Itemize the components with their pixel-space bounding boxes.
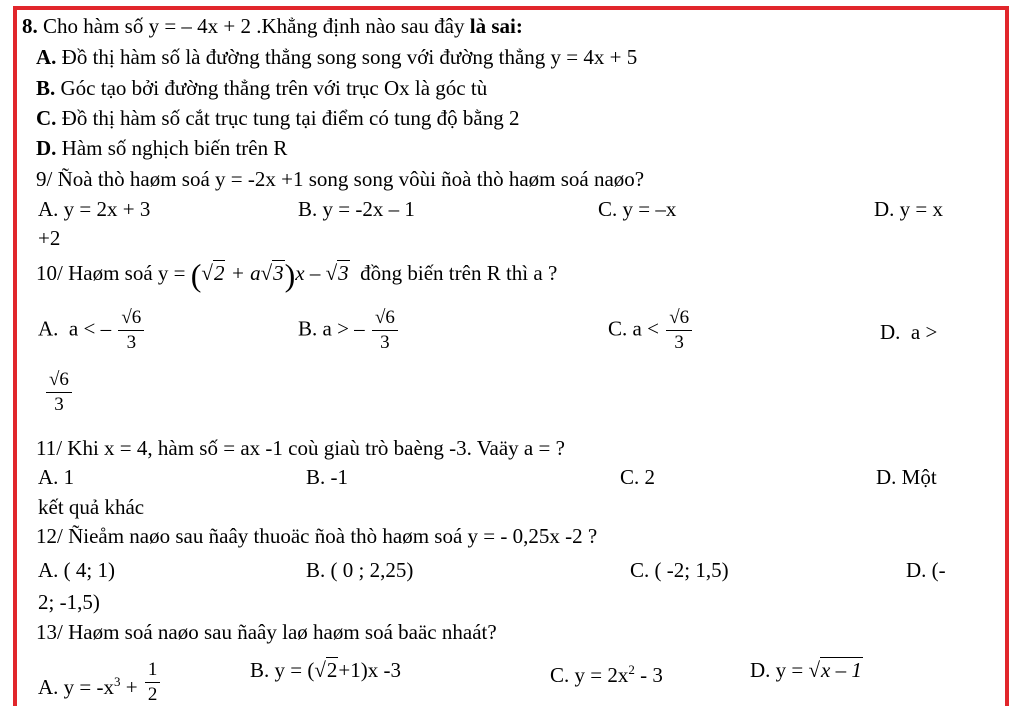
option-label: A.	[38, 316, 59, 341]
q10-option-c	[608, 306, 694, 355]
frac-num: 1	[145, 658, 161, 683]
q13-option-b: B. y = (√2+1)x -3	[250, 658, 401, 682]
option-text-end: +1)x -3	[338, 658, 401, 682]
q8-stem: Cho hàm số y = – 4x + 2 .Khẳng định nào sau đây	[43, 14, 465, 38]
q10-stem-end: đồng biến trên R thì a ?	[360, 261, 558, 285]
q11-option-a: A. 1	[38, 465, 75, 489]
q8-stem-bold: là sai:	[469, 14, 523, 38]
q8-title	[22, 14, 523, 38]
q11-option-d-continued: kết quả khác	[38, 495, 145, 519]
q13-option-a	[38, 658, 162, 707]
q8-option-d	[36, 136, 287, 160]
option-text: D. y =	[750, 658, 804, 682]
frac-den: 3	[380, 332, 390, 353]
option-text: B. y = (	[250, 658, 315, 682]
option-label: B.	[298, 316, 318, 341]
q8-option-b	[36, 76, 487, 100]
q9-option-b: B. y = -2x – 1	[298, 197, 415, 221]
frac-den: 3	[54, 394, 64, 415]
q12-option-a: A. ( 4; 1)	[38, 558, 115, 582]
frac-den: 3	[126, 332, 137, 353]
q9-option-d-continued: +2	[38, 226, 61, 250]
paren-open: (	[190, 257, 202, 294]
fraction	[46, 368, 72, 417]
option-label: D.	[36, 136, 57, 160]
option-text: a <	[632, 316, 659, 341]
q9-option-c: C. y = –x	[598, 197, 677, 221]
frac-num: √6	[118, 306, 144, 331]
q11-option-b: B. -1	[306, 465, 348, 489]
option-label: D.	[880, 320, 901, 344]
q9-option-a: A. y = 2x + 3	[38, 197, 151, 221]
plus-sign: +	[125, 675, 138, 699]
q13-option-c	[550, 658, 663, 687]
plus-a: + a	[230, 261, 261, 285]
option-text: Đồ thị hàm số cắt trục tung tại điểm có tung độ bằng 2	[61, 106, 520, 130]
option-text: a > –	[322, 316, 365, 341]
sqrt-3b: 3	[338, 261, 349, 285]
option-text: a < –	[68, 316, 112, 341]
q8-number: 8.	[22, 14, 38, 38]
frac-den: 2	[147, 684, 158, 705]
sqrt-3: 3	[273, 261, 284, 285]
option-label: A.	[36, 45, 57, 69]
fraction	[666, 306, 692, 355]
fraction	[118, 306, 144, 355]
q12-stem: 12/ Ñieåm naøo sau ñaây thuoäc ñoà thò haøm soá y = - 0,25x -2 ?	[36, 524, 598, 548]
sqrt-2: 2	[213, 261, 225, 285]
q11-option-c: C. 2	[620, 465, 656, 489]
x-minus: x –	[295, 261, 321, 285]
q9-option-d: D. y = x	[874, 197, 944, 221]
q12-option-c: C. ( -2; 1,5)	[630, 558, 729, 582]
q8-option-a	[36, 45, 637, 69]
option-text-end: - 3	[640, 663, 663, 687]
q10-option-a	[38, 306, 146, 355]
q9-stem: 9/ Ñoà thò haøm soá y = -2x +1 song song vôùi ñoà thò haøm soá naøo?	[36, 167, 645, 191]
q13-option-d: D. y = √x – 1	[750, 658, 862, 682]
q12-option-d: D. (-	[906, 558, 946, 582]
q10-option-d	[880, 320, 937, 344]
frac-num: √6	[372, 306, 398, 331]
fraction	[145, 658, 161, 707]
fraction	[372, 306, 398, 355]
q12-option-b: B. ( 0 ; 2,25)	[306, 558, 414, 582]
q12-option-d-continued: 2; -1,5)	[38, 590, 100, 614]
option-label: C.	[608, 316, 628, 341]
paren-close: )	[284, 257, 296, 294]
q10-option-b	[298, 306, 400, 355]
exponent: 3	[114, 674, 121, 689]
q10-stem: 10/ Haøm soá y = (√2 + a√3)x – √3 đồng biến trên R thì a ?	[36, 257, 558, 294]
q11-stem: 11/ Khi x = 4, hàm số = ax -1 coù giaù trò baèng -3. Vaäy a = ?	[36, 436, 565, 460]
option-text: A. y = -x	[38, 675, 115, 699]
frac-num: √6	[666, 306, 692, 331]
option-text: Đồ thị hàm số là đường thẳng song song với đường thẳng y = 4x + 5	[61, 45, 638, 69]
option-text: Hàm số nghịch biến trên R	[61, 136, 288, 160]
frac-den: 3	[674, 332, 684, 353]
option-text: Góc tạo bởi đường thẳng trên với trục Ox là góc tù	[60, 76, 488, 100]
q13-stem: 13/ Haøm soá naøo sau ñaây laø haøm soá baäc nhaát?	[36, 620, 497, 644]
q11-option-d: D. Một	[876, 465, 937, 489]
option-label: B.	[36, 76, 56, 100]
option-text: C. y = 2x	[550, 663, 629, 687]
sqrt-2: 2	[326, 658, 338, 682]
exponent: 2	[628, 662, 635, 677]
frac-num: √6	[46, 368, 72, 393]
q10-stem-start: 10/ Haøm soá y =	[36, 261, 186, 285]
q10-option-d-continued	[44, 368, 74, 417]
option-label: C.	[36, 106, 57, 130]
option-text: a >	[910, 320, 938, 344]
q8-option-c	[36, 106, 520, 130]
sqrt-x-minus-1: x – 1	[821, 658, 862, 682]
